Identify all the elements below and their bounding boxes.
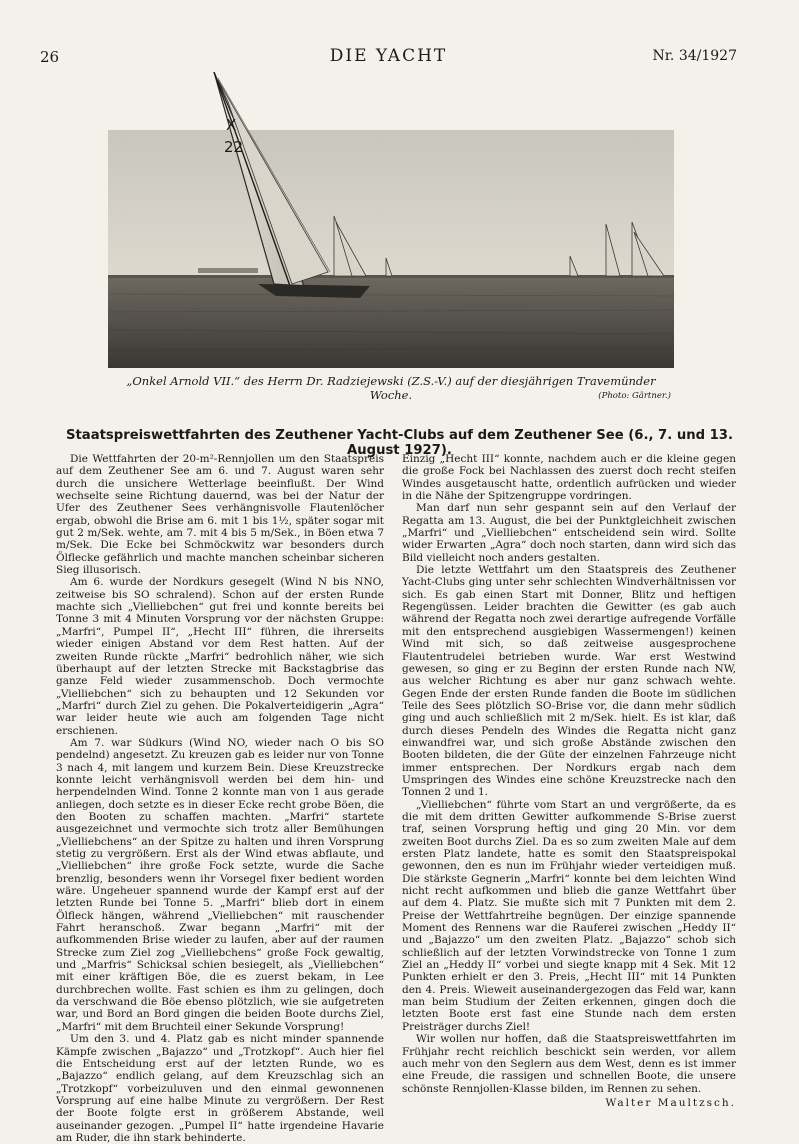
sky bbox=[108, 130, 674, 280]
article-headline: Staatspreiswettfahrten des Zeuthener Yacht-Clubs auf dem Zeuthener See (6., 7. und 13. August 1927). bbox=[66, 428, 733, 458]
paragraph: „Vielliebchen“ führte vom Start an und vergrößerte, da es die mit dem dritten Gewitter aufkommende S-Brise zuerst traf, seinen Vorsprung heftig und ging 20 Min. vor dem zweiten Boot durchs Ziel. Da es so zum zweiten Male auf dem ersten Platz landete, hatte es somit den Staatspreispokal gewonnen, den es nun im Frühjahr wieder verteidigen muß. Die stärkste Gegnerin „Marfri“ konnte bei dem leichten Wind nicht recht aufkommen und blieb die ganze Wettfahrt über auf dem 4. Platz. Sie mußte sich mit 7 Punkten mit dem 2. Preise der Wettfahrtreihe begnügen. Der einzige spannende Moment des Rennens war die Rauferei zwischen „Heddy II“ und „Bajazzo“ um den zweiten Platz. „Bajazzo“ schob sich schließlich auf der letzten Vorwindstrecke von Tonne 1 zum Ziel an „Heddy II“ vorbei und siegte knapp mit 4 Sek. Mit 12 Punkten erhielt er den 3. Preis, „Hecht III“ mit 14 Punkten den 4. Preis. Wieweit auseinandergezogen das Feld war, kann man beim Studium der Zeiten erkennen, gingen doch die letzten Boote erst fast eine Stunde nach dem ersten Preisträger durchs Ziel! bbox=[402, 798, 736, 1033]
paragraph: Einzig „Hecht III“ konnte, nachdem auch er die kleine gegen die große Fock bei Nachlassen des zuerst doch recht steifen Windes ausgetauscht hatte, ordentlich aufrücken und wieder in die Nähe der Spitzengruppe vordringen. bbox=[402, 453, 736, 503]
paragraph: Die Wettfahrten der 20-m²-Rennjollen um den Staatspreis auf dem Zeuthener See am 6. und 7. August waren sehr durch die unsichere Wetterlage beeinflußt. Der Wind wechselte seine Richtung dauernd, was bei der Natur der Ufer des Zeuthener Sees verhängnisvolle Flautenlöcher ergab, obwohl die Brise am 6. mit 1 bis 1½, später sogar mit gut 2 m/Sek. wehte, am 7. mit 4 bis 5 m/Sek., in Böen etwa 7 m/Sek. Die Ecke bei Schmöckwitz war besonders durch Ölflecke gefährlich und machte manchen scheinbar sicheren Sieg illusorisch. bbox=[56, 453, 384, 577]
author-signature: Walter Maultzsch. bbox=[605, 1096, 736, 1109]
water bbox=[108, 277, 674, 368]
photo-credit: (Photo: Gärtner.) bbox=[598, 391, 671, 401]
sail-number: X bbox=[226, 116, 237, 134]
paragraph: Am 6. wurde der Nordkurs gesegelt (Wind N bis NNO, zeitweise bis SO schralend). Schon auf der ersten Runde machte sich „Vielliebchen“ gut frei und konnte bereits bei Tonne 3 mit 4 Minuten Vorsprung vor der nächsten Gruppe: „Marfri“, Pumpel II“, „Hecht III“ führen, die ihrerseits wieder einigen Abstand vor dem Rest hatten. Auf der zweiten Runde rückte „Marfri“ bedrohlich näher, wie sich überhaupt auf der letzten Strecke mit Backstagbrise das ganze Feld wieder zusammenschob. Doch vermochte „Vielliebchen“ sich zu behaupten und 12 Sekunden vor „Marfri“ durch Ziel zu gehen. Die Pokalverteidigerin „Agra“ war leider heute wie auch am folgenden Tage nicht erschienen. bbox=[56, 576, 384, 737]
paragraph: Um den 3. und 4. Platz gab es nicht minder spannende Kämpfe zwischen „Bajazzo“ und „Trotzkopf“. Auch hier fiel die Entscheidung erst auf der letzten Runde, wo es „Bajazzo“ endlich gelang, auf dem Kreuzschlag sich an „Trotzkopf“ vorbeizuluven und den einmal gewonnenen Vorsprung auf eine halbe Minute zu vergrößern. Der Rest der Boote folgte erst in größerem Abstande, weil auseinander gezogen. „Pumpel II“ hatte irgendeine Havarie am Ruder, die ihn stark behinderte. bbox=[56, 1033, 384, 1144]
paragraph: Am 7. war Südkurs (Wind NO, wieder nach O bis SO pendelnd) angesetzt. Zu kreuzen gab es leider nur von Tonne 3 nach 4, mit langem und kurzem Bein. Diese Kreuzstrecke konnte leicht verhängnisvoll werden bei dem hin- und herpendelnden Wind. Tonne 2 konnte man von 1 aus gerade anliegen, doch setzte es in dieser Ecke recht grobe Böen, die den Booten zu schaffen machten. „Marfri“ startete ausgezeichnet und vermochte sich trotz aller Bemühungen „Vielliebchens“ an der Spitze zu halten und ihren Vorsprung stetig zu vergrößern. Erst als der Wind etwas abflaute, und „Vielliebchen“ ihre große Fock setzte, wurde die Sache brenzlig, besonders wenn ihr Vorsegel fixer bedient worden wäre. Ungeheuer spannend wurde der Kampf erst auf der letzten Runde bei Tonne 5. „Marfri“ blieb dort in einem Ölfleck hängen, während „Vielliebchen“ mit rauschender Fahrt heranschoß. Zwar begann „Marfri“ mit der aufkommenden Brise wieder zu laufen, aber auf der raumen Strecke zum Ziel zog „Vielliebchens“ große Fock gewaltig, und „Marfris“ Schicksal schien besiegelt, als „Vielliebchen“ mit einer kräftigen Böe, die es zuerst bekam, in Lee durchbrechen wollte. Fast schien es ihm zu gelingen, doch da verschwand die Böe ebenso plötzlich, wie sie aufgetreten war, und Bord an Bord gingen die beiden Boote durchs Ziel, „Marfri“ mit dem Bruchteil einer Sekunde Vorsprung! bbox=[56, 736, 384, 1033]
page-header bbox=[40, 44, 737, 68]
paragraph: Die letzte Wettfahrt um den Staatspreis des Zeuthener Yacht-Clubs ging unter sehr schlechten Windverhältnissen vor sich. Es gab einen Start mit Donner, Blitz und heftigen Regengüssen. Leider brachten die Gewitter (es gab auch während der Regatta noch zwei derartige aufregende Vorfälle mit den entsprechend ausgiebigen Wassermengen!) keinen Wind mit sich, so daß zeitweise ausgesprochene Flautentrudelei betrieben wurde. War erst Westwind gewesen, so ging er zu Beginn der ersten Runde nach NW, aus welcher Richtung es aber nur ganz schwach wehte. Gegen Ende der ersten Runde fanden die Boote im südlichen Teile des Sees plötzlich SO-Brise vor, die dann mehr südlich ging und auch schließlich mit 2 m/Sek. hielt. Es ist klar, daß durch dieses Pendeln des Windes die Regatta nicht ganz einwandfrei war, und sich große Abstände zwischen den Booten bildeten, die der Güte der einzelnen Fahrzeuge nicht immer entsprechen. Der Nordkurs ergab nach dem Umspringen des Windes eine schöne Kreuzstrecke nach den Tonnen 2 und 1. bbox=[402, 564, 736, 799]
article-column-right bbox=[402, 453, 736, 1109]
photo-caption: „Onkel Arnold VII.“ des Herrn Dr. Radziejewski (Z.S.-V.) auf der diesjährigen Travemünder Woche. bbox=[126, 374, 656, 402]
paragraph: Wir wollen nur hoffen, daß die Staatspreiswettfahrten im Frühjahr recht reichlich beschickt sein werden, vor allem auch mehr von den Seglern aus dem West, denn es ist immer eine Freude, die rassigen und schnellen Boote, die unsere schönste Rennjollen-Klasse bilden, im Rennen zu sehen. bbox=[402, 1033, 736, 1095]
article-column-left bbox=[56, 453, 384, 1144]
sailing-photo bbox=[108, 72, 674, 368]
journal-title: DIE YACHT bbox=[329, 46, 448, 66]
issue-number: Nr. 34/1927 bbox=[652, 48, 737, 64]
page-number: 26 bbox=[40, 48, 60, 66]
svg-text:22: 22 bbox=[224, 138, 244, 156]
paragraph: Man darf nun sehr gespannt sein auf den Verlauf der Regatta am 13. August, die bei der Punktgleichheit zwischen „Marfri“ und „Vielliebchen“ entscheidend sein wird. Sollte wider Erwarten „Agra“ doch noch starten, dann wird sich das Bild vielleicht noch anders gestalten. bbox=[402, 502, 736, 564]
